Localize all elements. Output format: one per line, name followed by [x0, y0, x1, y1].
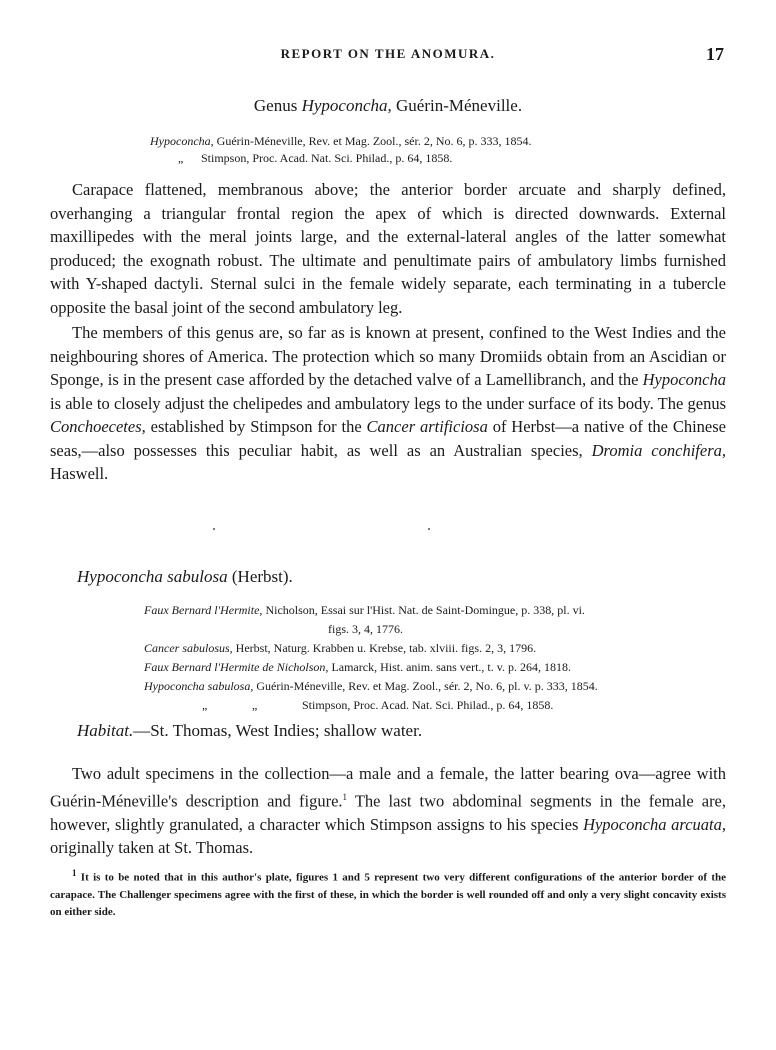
ditto-mark: „ — [202, 698, 208, 712]
text-run: of Herbst—a native of the Chinese seas,—also possesses this peculiar habit, as well as an Australian species, — [50, 417, 726, 460]
synonym-ref: Nicholson, Essai sur l'Hist. Nat. de Saint-Domingue, p. 338, pl. vi. — [265, 603, 585, 617]
text-run: The last two abdominal segments in the female are, however, slightly granulated, a character which Stimpson assigns to his species — [50, 791, 727, 834]
synonym-ref: Lamarck, Hist. anim. sans vert., t. v. p. 264, 1818. — [331, 660, 571, 674]
habitat-text: —St. Thomas, West Indies; shallow water. — [133, 721, 423, 740]
footnote-text: It is to be noted that in this author's plate, figures 1 and 5 represent two very different configurations of the anterior border of the carapace. The Challenger specimens agree with the first of these, in which the border is well rounded off and only a very slight concavity exists on either side. — [50, 871, 726, 918]
synonym-continuation: figs. 3, 4, 1776. — [328, 622, 403, 636]
synonym-name: Faux Bernard l'Hermite, — [144, 603, 263, 617]
synonym-line — [144, 658, 734, 677]
synonym-line — [144, 639, 734, 658]
genus-description — [50, 178, 726, 486]
text-run: Haswell. — [50, 464, 109, 483]
synonym-ref: Guérin-Méneville, Rev. et Mag. Zool., sér. 2, No. 6, pl. v. p. 333, 1854. — [256, 679, 598, 693]
synonym-name: Hypoconcha, — [150, 134, 214, 148]
print-speck — [213, 528, 215, 530]
species-heading — [77, 567, 293, 587]
synonym-ref: Guérin-Méneville, Rev. et Mag. Zool., sér. 2, No. 6, p. 333, 1854. — [216, 134, 532, 148]
italic-run: Conchoecetes, — [50, 417, 146, 436]
genus-name: Hypoconcha, — [301, 96, 392, 115]
text-run: originally taken at St. Thomas. — [50, 838, 254, 857]
genus-label: Genus — [253, 96, 298, 115]
genus-heading — [0, 96, 776, 116]
synonym-ref: Stimpson, Proc. Acad. Nat. Sci. Philad., p. 64, 1858. — [201, 151, 453, 165]
text-run: established by Stimpson for the — [145, 417, 367, 436]
synonym-name: Hypoconcha sabulosa, — [144, 679, 254, 693]
paragraph-remarks — [50, 762, 726, 860]
genus-synonymy — [150, 133, 532, 167]
synonym-name: Cancer sabulosus, — [144, 641, 233, 655]
habitat-label: Habitat. — [77, 721, 134, 740]
synonym-ref: Stimpson, Proc. Acad. Nat. Sci. Philad., p. 64, 1858. — [302, 698, 554, 712]
species-author: (Herbst). — [231, 567, 293, 586]
ditto-mark: „ — [252, 698, 258, 712]
ditto-mark: „ — [178, 151, 184, 165]
synonym-line — [144, 677, 734, 696]
paragraph-diagnosis: Carapace flattened, membranous above; the anterior border arcuate and sharply defined, overhanging a triangular frontal region the apex of which is directed downwards. External maxillipedes with the meral joints large, and the external-lateral angles of the latter somewhat produced; the exognath robust. The ultimate and penultimate pairs of ambulatory limbs furnished with Y-shaped dactyli. Sternal sulci in the female widely separate, each terminating in a tubercle opposite the basal joint of the second ambulatory leg. — [50, 180, 726, 317]
page-number: 17 — [706, 44, 724, 64]
italic-run: Hypoconcha arcuata, — [583, 814, 726, 834]
print-speck — [428, 528, 430, 530]
synonym-line — [150, 133, 532, 150]
footnote-mark: 1 — [72, 868, 77, 878]
paragraph-habits — [50, 321, 726, 486]
italic-run: Cancer artificiosa — [366, 417, 488, 436]
genus-author: Guérin-Méneville. — [396, 96, 523, 115]
synonym-line — [150, 150, 532, 167]
species-name: Hypoconcha sabulosa — [77, 567, 228, 586]
synonym-ref: Herbst, Naturg. Krabben u. Krebse, tab. xlviii. figs. 2, 3, 1796. — [235, 641, 537, 655]
italic-run: Hypoconcha — [642, 370, 726, 389]
species-remarks — [50, 762, 726, 860]
footnote-reference: 1 — [342, 791, 348, 802]
running-head: REPORT ON THE ANOMURA. — [280, 46, 496, 61]
footnote — [50, 865, 726, 921]
text-run: is able to closely adjust the chelipedes and ambulatory legs to the under surface of its body. The genus — [50, 393, 726, 413]
species-synonymy — [144, 601, 734, 715]
synonym-line — [144, 696, 734, 715]
text-run: Two adult specimens in the collection—a male and a female, the latter bearing ova—agree with Guérin-Méneville's description and figure. — [50, 764, 726, 810]
synonym-name: Faux Bernard l'Hermite de Nicholson, — [144, 660, 329, 674]
habitat-line — [77, 721, 422, 741]
synonym-line — [144, 601, 734, 620]
text-run: The members of this genus are, so far as is known at present, confined to the West Indies and the neighbouring shores of America. The protection which so many Dromiids obtain from an Ascidian or Sponge, is in the present case afforded by the detached valve of a Lamellibranch, and the — [50, 323, 726, 389]
italic-run: Dromia conchifera, — [591, 440, 726, 460]
